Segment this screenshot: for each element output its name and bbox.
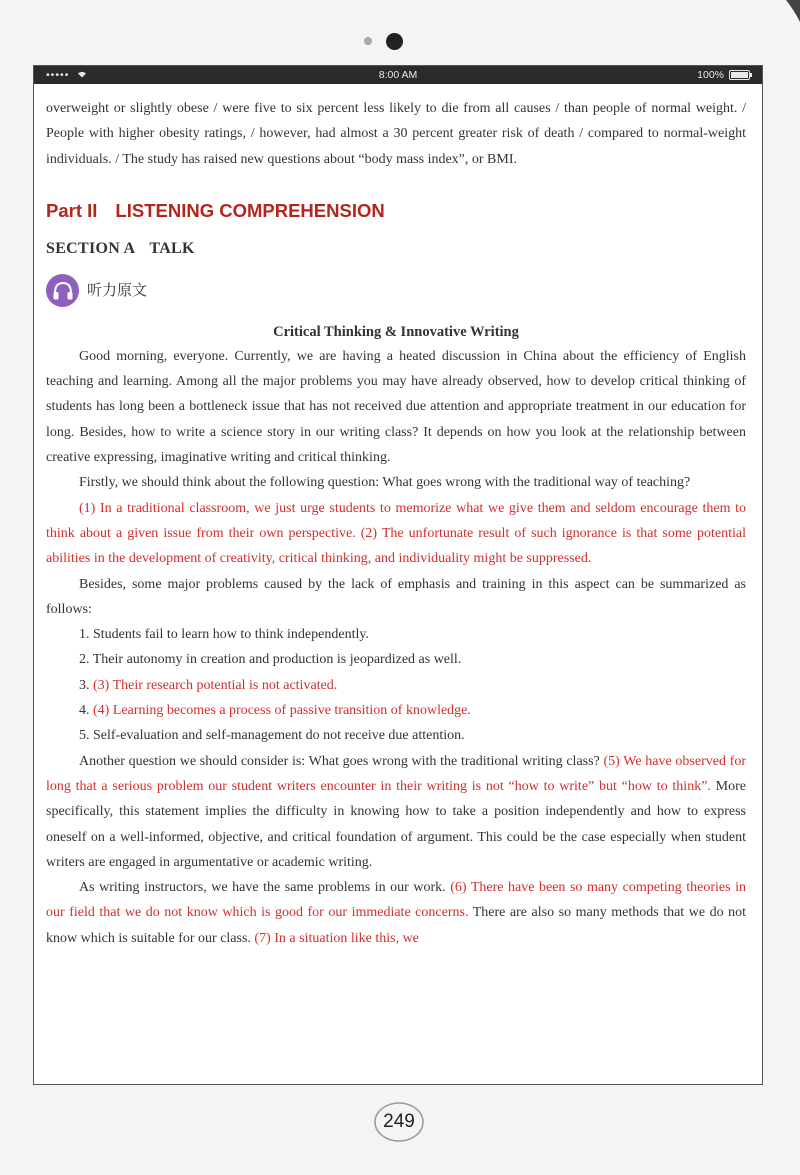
answer-text: (7) In a situation like this, we: [254, 930, 419, 946]
list-text-answer: (4) Learning becomes a process of passive transition of knowledge.: [93, 703, 471, 719]
status-bar: [34, 66, 762, 84]
signal-dots: •••••: [46, 69, 70, 81]
battery-tip: [750, 73, 752, 77]
audio-transcript-row[interactable]: [46, 274, 746, 308]
paragraph-text: More specifically, this statement implies the difficulty in knowing how to take a position independently and how to express oneself on a well-informed, objective, and critical foundation of argument. This could be the case especially when student writers are engaged in argumentative or academic writing.: [46, 778, 746, 870]
page-number-text: 249: [383, 1111, 415, 1132]
list-number: 4.: [79, 703, 90, 719]
paragraph-text: There are also so many methods that we do not know which is suitable for our class.: [46, 905, 747, 946]
section-heading: [46, 238, 746, 260]
battery-fill: [731, 72, 748, 78]
tablet-screen: [33, 65, 763, 1085]
list-number: 1.: [79, 627, 90, 643]
clock: 8:00 AM: [378, 69, 418, 81]
list-number: 5.: [79, 728, 90, 744]
article-title: Critical Thinking & Innovative Writing: [273, 323, 519, 340]
section-label: SECTION A: [46, 239, 136, 257]
intro-paragraph: overweight or slightly obese / were five to six percent less likely to die from all causes / than people of normal weight. / People with higher obesity ratings, / however, had almost a 30 percent greater risk of death / compared to normal-weight individuals. / The study has raised new questions about “body mass index”, or BMI.: [46, 101, 746, 167]
list-item: [46, 673, 746, 698]
paragraph: Good morning, everyone. Currently, we are having a heated discussion in China about the efficiency of English teaching and learning. Among all the major problems you may have already observed, how to develop critical thinking of students has long been a bottleneck issue that has not received due attention and appropriate treatment in our education for long. Besides, how to write a science story in our writing class? It depends on how you look at the relationship between creative expressing, imaginative writing and critical thinking.: [46, 348, 746, 466]
corner-mark: [780, 0, 800, 24]
battery-percent: 100%: [697, 69, 724, 81]
part-heading: [46, 199, 746, 223]
page-number: [372, 1100, 426, 1144]
answer-text: (6) There have been so many competing theories in our field that we do not know which is good for our immediate concerns.: [46, 880, 747, 921]
answer-paragraph: (1) In a traditional classroom, we just urge students to memorize what we give them and seldom encourage them to think about a given issue from their own perspective. (2) The unfortunate result of such ignorance is that some potential abilities in the development of creativity, critical thinking, and individuality might be suppressed.: [46, 500, 746, 567]
paragraph: [46, 875, 746, 951]
paragraph-text: As writing instructors, we have the same problems in our work.: [79, 880, 446, 896]
headphones-icon[interactable]: [46, 274, 79, 307]
battery-indicator: [697, 69, 750, 81]
paragraph-text: Another question we should consider is: What goes wrong with the traditional writing class?: [79, 753, 600, 769]
audio-label: 听力原文: [87, 281, 148, 300]
answer-text: (5) We have observed for long that a serious problem our student writers encounter in their writing is not “how to write” but “how to think”.: [46, 753, 746, 794]
paragraph: Firstly, we should think about the following question: What goes wrong with the traditional way of teaching?: [79, 475, 691, 491]
list-text-answer: (3) Their research potential is not activated.: [93, 677, 338, 693]
paragraph: [46, 749, 746, 875]
camera-sensor-dot: [364, 37, 372, 45]
list-text: Students fail to learn how to think independently.: [93, 627, 369, 643]
list-text: Self-evaluation and self-management do not receive due attention.: [93, 728, 465, 744]
device-camera: [364, 33, 406, 49]
list-text: Their autonomy in creation and production is jeopardized as well.: [92, 652, 462, 668]
list-number: 2.: [79, 652, 90, 668]
list-number: 3.: [79, 677, 90, 693]
paragraph: Besides, some major problems caused by the lack of emphasis and training in this aspect can be summarized as follows:: [46, 576, 746, 617]
section-title: TALK: [149, 239, 195, 257]
list-item: [46, 647, 746, 672]
list-item: [46, 698, 746, 723]
part-title: LISTENING COMPREHENSION: [115, 199, 385, 221]
list-item: [46, 723, 746, 748]
page-content: [34, 84, 762, 951]
camera-lens: [386, 33, 403, 50]
list-item: [46, 622, 746, 647]
battery-icon: [729, 70, 750, 80]
part-label: Part II: [46, 199, 98, 221]
